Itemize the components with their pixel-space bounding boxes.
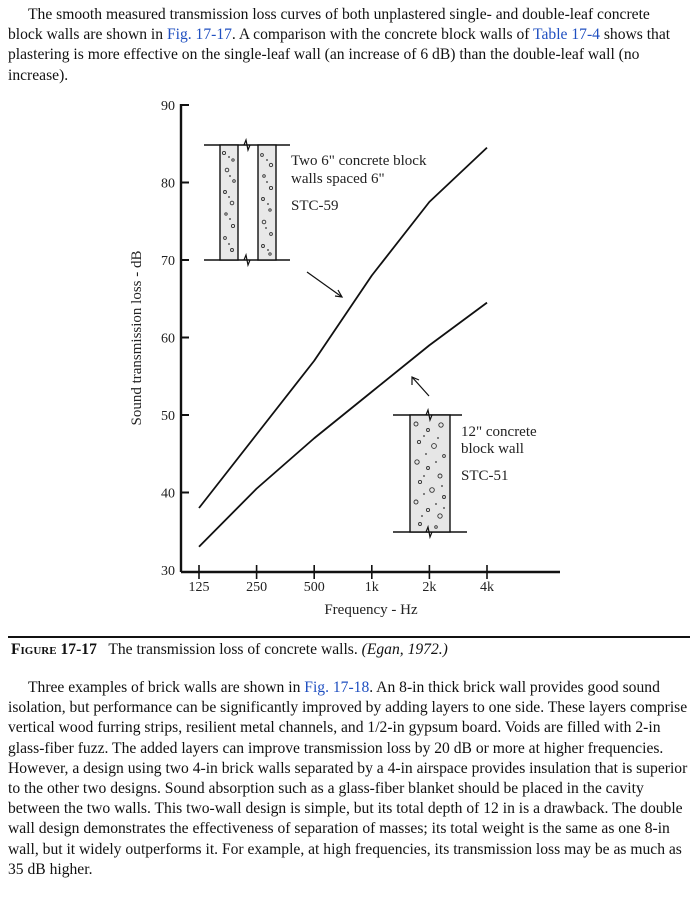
paragraph-2-text-a: Three examples of brick walls are shown in <box>28 679 305 696</box>
transmission-loss-chart <box>0 95 695 625</box>
x-tick-label: 500 <box>303 580 325 595</box>
y-tick-label: 90 <box>161 99 175 114</box>
y-tick-label: 80 <box>161 176 175 192</box>
figure-17-18-link[interactable]: Fig. 17-18 <box>304 679 370 696</box>
single-wall-illustration <box>393 410 467 537</box>
y-tick-label: 60 <box>161 331 175 347</box>
single-wall-label-line2: block wall <box>461 441 524 457</box>
double-wall-stc-label: STC-59 <box>291 198 339 214</box>
paragraph-1-text-a: The smooth measured transmission loss curves of both unplastered single- and double-leaf concrete block walls are shown in <box>8 6 650 44</box>
caption-divider <box>8 636 690 638</box>
single-wall-stc-label: STC-51 <box>461 468 509 484</box>
y-tick-label: 70 <box>161 254 175 269</box>
x-tick-label: 2k <box>422 580 437 595</box>
figure-caption-text: The transmission loss of concrete walls. <box>108 641 358 658</box>
x-axis-label: Frequency - Hz <box>324 602 418 618</box>
paragraph-1-text-c: shows that plastering is more effective on the single-leaf wall (an increase of 6 dB) than the double-leaf wall (no increase). <box>8 26 671 84</box>
y-axis-label: Sound transmission loss - dB <box>129 250 145 426</box>
x-tick-label: 250 <box>246 580 268 595</box>
figure-label: Figure <box>11 641 57 658</box>
paragraph-2 <box>8 678 688 880</box>
x-tick-label: 125 <box>188 580 210 595</box>
x-tick-label: 1k <box>364 580 379 595</box>
figure-source: (Egan, 1972.) <box>361 641 448 658</box>
figure-17-17-link[interactable]: Fig. 17-17 <box>166 26 232 44</box>
double-wall-illustration <box>204 140 290 265</box>
paragraph-2-text-b: . An 8-in thick brick wall provides good sound isolation, but performance can be significantly improved by adding layers to one side. These layers comprise vertical wood furring strips, resilient metal channels, and 1/2-in gypsum board. Voids are filled with 2-in glass-fiber fuzz. The added layers can improve transmission loss by 20 dB or more at higher frequencies. However, a design using two 4-in brick walls separated by a 4-in airspace provides insulation that is superior to the other two designs. Sound absorption such as a glass-fiber blanket should be placed in the cavity between the two walls. This two-wall design is simple, but its total depth of 12 in is a drawback. The double wall design demonstrates the effectiveness of separation of masses; its total weight is the same as one 8-in wall, but it widely outperforms it. For example, at high frequencies, its transmission loss may be as much as 35 dB higher. <box>8 679 688 878</box>
y-tick-label: 50 <box>161 409 175 424</box>
paragraph-1-text-b: . A comparison with the concrete block walls of <box>231 26 534 44</box>
figure-number: 17-17 <box>60 641 97 658</box>
x-tick-label: 4k <box>480 580 494 595</box>
y-tick-label: 30 <box>161 564 175 579</box>
table-17-4-link[interactable]: Table 17-4 <box>533 26 600 44</box>
double-wall-label-line2: walls spaced 6" <box>291 171 385 187</box>
single-wall-label-line1: 12" concrete <box>461 424 537 440</box>
paragraph-1 <box>8 5 688 86</box>
single-wall-pointer-arrow <box>412 377 429 396</box>
double-wall-label-line1: Two 6" concrete block <box>291 153 427 169</box>
y-tick-label: 40 <box>161 486 175 502</box>
double-wall-pointer-arrow <box>307 272 342 297</box>
figure-caption <box>11 641 448 659</box>
